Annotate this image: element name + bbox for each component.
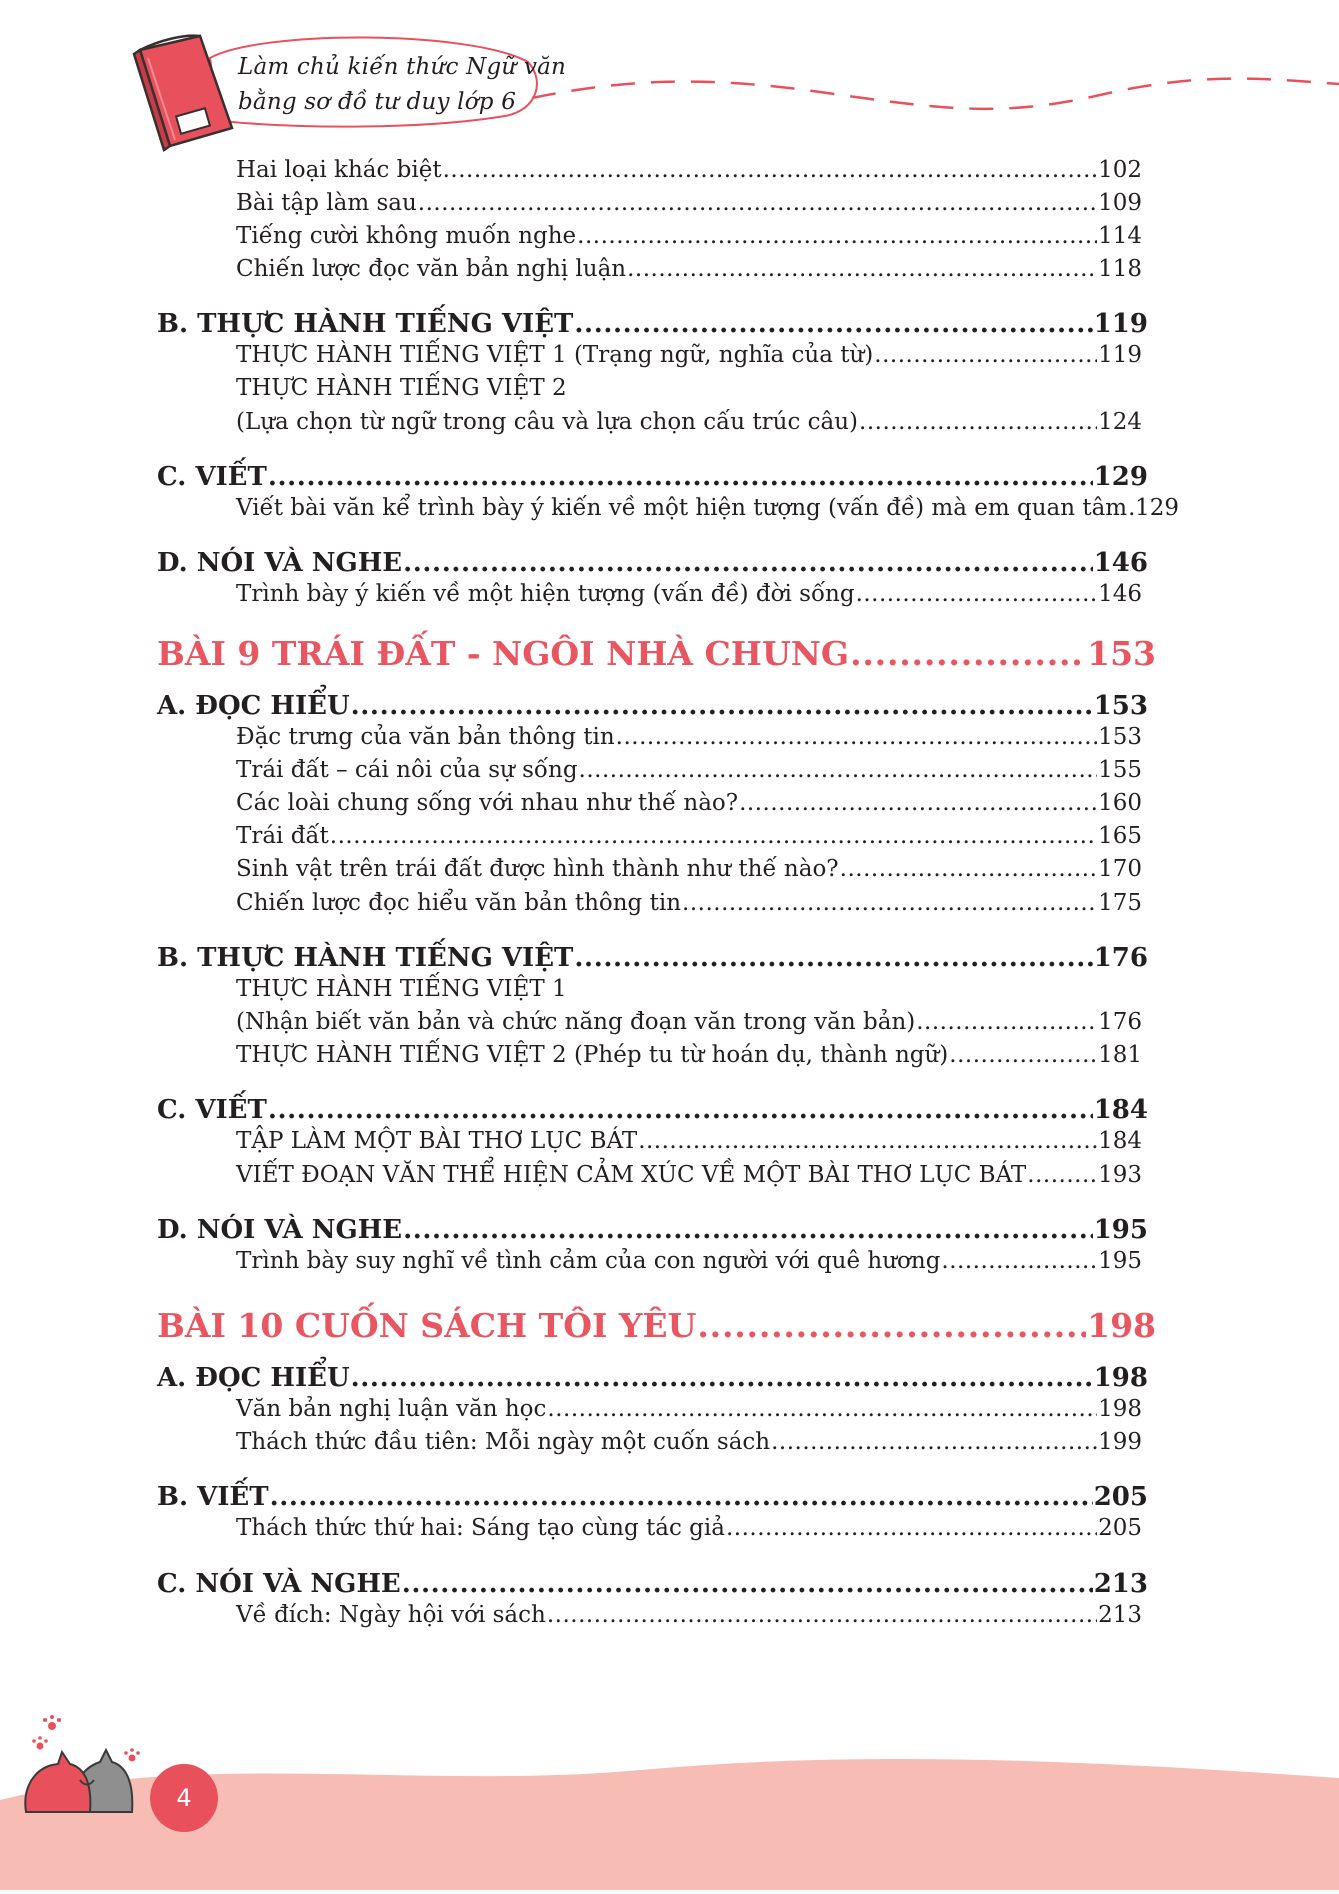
toc-leader-dots	[547, 1396, 1097, 1422]
toc-leader-dots	[270, 1482, 1093, 1512]
toc-entry	[236, 757, 1142, 783]
cat-couple-icon	[25, 1750, 132, 1812]
toc-leader-dots	[941, 1248, 1097, 1274]
toc-entry	[236, 581, 1142, 607]
toc-section	[157, 1569, 1148, 1599]
toc-title: Văn bản nghị luận văn học	[236, 1396, 547, 1422]
toc-leader-dots	[443, 157, 1097, 183]
page-number: 4	[150, 1764, 218, 1832]
toc-entry	[236, 790, 1142, 816]
toc-leader-dots	[402, 1569, 1093, 1599]
toc-page-number: 195	[1098, 1248, 1142, 1274]
toc-section	[157, 691, 1148, 721]
toc-title: Chiến lược đọc văn bản nghị luận	[236, 256, 627, 282]
toc-title: TẬP LÀM MỘT BÀI THƠ LỤC BÁT	[236, 1128, 638, 1154]
toc-entry	[236, 223, 1142, 249]
toc-title: Sinh vật trên trái đất được hình thành như thế nào?	[236, 856, 839, 882]
toc-page-number: 160	[1098, 790, 1142, 816]
toc-section	[157, 943, 1148, 973]
toc-entry	[236, 1009, 1142, 1035]
toc-title: THỰC HÀNH TIẾNG VIỆT 2	[236, 375, 567, 401]
toc-section	[157, 1215, 1148, 1245]
toc-page-number: 129	[1093, 462, 1148, 492]
toc-page-number: 205	[1093, 1482, 1148, 1512]
toc-title: Trình bày suy nghĩ về tình cảm của con người với quê hương	[236, 1248, 941, 1274]
toc-entry	[236, 1042, 1142, 1068]
toc-leader-dots	[682, 890, 1097, 916]
toc-leader-dots	[577, 223, 1097, 249]
toc-section	[157, 1363, 1148, 1393]
toc-title: THỰC HÀNH TIẾNG VIỆT 1	[236, 976, 567, 1002]
paw-print-icon	[32, 1715, 140, 1762]
toc-entry	[236, 890, 1142, 916]
toc-entry	[236, 1128, 1142, 1154]
toc-leader-dots	[726, 1515, 1097, 1541]
toc-page-number: 153	[1098, 724, 1142, 750]
toc-page-number: 119	[1098, 342, 1142, 368]
toc-leader-dots	[351, 691, 1093, 721]
toc-title: Bài tập làm sau	[236, 190, 417, 216]
toc-leader-dots	[268, 462, 1093, 492]
toc-page-number: 118	[1098, 256, 1142, 282]
toc-title: Đặc trưng của văn bản thông tin	[236, 724, 615, 750]
toc-section	[157, 309, 1148, 339]
toc-page-number: 195	[1093, 1215, 1148, 1245]
toc-entry	[236, 157, 1142, 183]
toc-title: C. NÓI VÀ NGHE	[157, 1569, 401, 1599]
toc-leader-dots	[403, 1215, 1093, 1245]
toc-title: Thách thức đầu tiên: Mỗi ngày một cuốn sách	[236, 1429, 771, 1455]
toc-title: (Lựa chọn từ ngữ trong câu và lựa chọn cấu trúc câu)	[236, 409, 859, 435]
toc-entry	[236, 856, 1142, 882]
toc-page-number: 213	[1093, 1569, 1148, 1599]
toc-leader-dots	[916, 1009, 1097, 1035]
toc-leader-dots	[1128, 495, 1134, 521]
toc-title: B. VIẾT	[157, 1482, 269, 1512]
toc-entry-heading	[236, 375, 1142, 401]
toc-page-number: 184	[1098, 1128, 1142, 1154]
toc-page-number: 213	[1098, 1602, 1142, 1628]
toc-title: Viết bài văn kể trình bày ý kiến về một hiện tượng (vấn đề) mà em quan tâm	[236, 495, 1128, 521]
toc-title: Trình bày ý kiến về một hiện tượng (vấn đề) đời sống	[236, 581, 855, 607]
toc-leader-dots	[638, 1128, 1097, 1154]
toc-leader-dots	[330, 823, 1097, 849]
toc-leader-dots	[547, 1602, 1097, 1628]
toc-title: D. NÓI VÀ NGHE	[157, 1215, 403, 1245]
toc-page-number: 124	[1098, 409, 1142, 435]
toc-entry	[236, 724, 1142, 750]
toc-title: B. THỰC HÀNH TIẾNG VIỆT	[157, 943, 574, 973]
toc-page-number: 193	[1098, 1162, 1142, 1188]
toc-leader-dots	[859, 409, 1097, 435]
toc-page-number: 146	[1093, 548, 1148, 578]
header-title-line-1: Làm chủ kiến thức Ngữ văn	[238, 54, 567, 80]
toc-page-number: 181	[1098, 1042, 1142, 1068]
toc-title: C. VIẾT	[157, 462, 267, 492]
header-title-line-2: bằng sơ đồ tư duy lớp 6	[238, 89, 517, 115]
toc-entry	[236, 823, 1142, 849]
toc-page-number: 176	[1098, 1009, 1142, 1035]
toc-title: Trái đất	[236, 823, 329, 849]
toc-entry	[236, 495, 1180, 521]
toc-page-number: 165	[1098, 823, 1142, 849]
toc-section	[157, 1482, 1148, 1512]
toc-title: Về đích: Ngày hội với sách	[236, 1602, 546, 1628]
toc-leader-dots	[949, 1042, 1097, 1068]
toc-leader-dots	[351, 1363, 1093, 1393]
toc-page-number: 155	[1098, 757, 1142, 783]
toc-leader-dots	[418, 190, 1097, 216]
toc-page-number: 198	[1087, 1306, 1156, 1345]
toc-section	[157, 462, 1148, 492]
toc-leader-dots	[574, 309, 1092, 339]
toc-title: B. THỰC HÀNH TIẾNG VIỆT	[157, 309, 574, 339]
toc-page-number: 175	[1098, 890, 1142, 916]
toc-page-number: 198	[1093, 1363, 1148, 1393]
toc-entry	[236, 1162, 1142, 1188]
toc-entry	[236, 1515, 1142, 1541]
toc-title: A. ĐỌC HIỂU	[157, 1363, 350, 1393]
toc-entry	[236, 190, 1142, 216]
toc-section	[157, 1095, 1148, 1125]
toc-entry	[236, 1396, 1142, 1422]
toc-title: Hai loại khác biệt	[236, 157, 442, 183]
toc-section	[157, 548, 1148, 578]
toc-title: Chiến lược đọc hiểu văn bản thông tin	[236, 890, 682, 916]
toc-entry	[236, 1429, 1142, 1455]
toc-title: Trái đất – cái nôi của sự sống	[236, 757, 578, 783]
toc-page-number: 205	[1098, 1515, 1142, 1541]
toc-lesson	[157, 634, 1156, 673]
toc-leader-dots	[616, 724, 1097, 750]
toc-title: BÀI 9 TRÁI ĐẤT - NGÔI NHÀ CHUNG	[157, 634, 850, 673]
toc-leader-dots	[874, 342, 1097, 368]
toc-title: THỰC HÀNH TIẾNG VIỆT 2 (Phép tu từ hoán dụ, thành ngữ)	[236, 1042, 949, 1068]
toc-page-number: 129	[1135, 495, 1180, 521]
toc-page-number: 198	[1098, 1396, 1142, 1422]
toc-page-number: 109	[1098, 190, 1142, 216]
toc-title: D. NÓI VÀ NGHE	[157, 548, 403, 578]
toc-title: Tiếng cười không muốn nghe	[236, 223, 577, 249]
toc-entry	[236, 1248, 1142, 1274]
toc-title: VIẾT ĐOẠN VĂN THỂ HIỆN CẢM XÚC VỀ MỘT BÀI THƠ LỤC BÁT	[236, 1162, 1027, 1188]
toc-page-number: 153	[1093, 691, 1148, 721]
toc-page-number: 119	[1093, 309, 1148, 339]
toc-leader-dots	[1027, 1162, 1097, 1188]
toc-leader-dots	[579, 757, 1098, 783]
toc-leader-dots	[697, 1306, 1086, 1345]
toc-title: C. VIẾT	[157, 1095, 267, 1125]
toc-title: (Nhận biết văn bản và chức năng đoạn văn trong văn bản)	[236, 1009, 916, 1035]
toc-title: Thách thức thứ hai: Sáng tạo cùng tác giả	[236, 1515, 725, 1541]
toc-page-number: 102	[1098, 157, 1142, 183]
toc-lesson	[157, 1306, 1156, 1345]
toc-title: A. ĐỌC HIỂU	[157, 691, 350, 721]
toc-page-number: 184	[1093, 1095, 1148, 1125]
toc-leader-dots	[627, 256, 1097, 282]
toc-page-number: 146	[1098, 581, 1142, 607]
toc-page-number: 176	[1093, 943, 1148, 973]
toc-title: THỰC HÀNH TIẾNG VIỆT 1 (Trạng ngữ, nghĩa của từ)	[236, 342, 874, 368]
toc-leader-dots	[850, 634, 1086, 673]
toc-entry	[236, 342, 1142, 368]
toc-title: Các loài chung sống với nhau như thế nào?	[236, 790, 739, 816]
toc-page-number: 153	[1087, 634, 1156, 673]
toc-entry	[236, 256, 1142, 282]
toc-leader-dots	[574, 943, 1092, 973]
toc-leader-dots	[403, 548, 1093, 578]
toc-leader-dots	[856, 581, 1098, 607]
toc-page-number: 114	[1098, 223, 1142, 249]
toc-leader-dots	[771, 1429, 1097, 1455]
toc-entry	[236, 409, 1142, 435]
toc-entry	[236, 1602, 1142, 1628]
toc-page-number: 170	[1098, 856, 1142, 882]
toc-leader-dots	[840, 856, 1097, 882]
toc-leader-dots	[268, 1095, 1093, 1125]
toc-entry-heading	[236, 976, 1142, 1002]
toc-leader-dots	[739, 790, 1097, 816]
toc-page-number: 199	[1098, 1429, 1142, 1455]
toc-title: BÀI 10 CUỐN SÁCH TÔI YÊU	[157, 1306, 697, 1345]
